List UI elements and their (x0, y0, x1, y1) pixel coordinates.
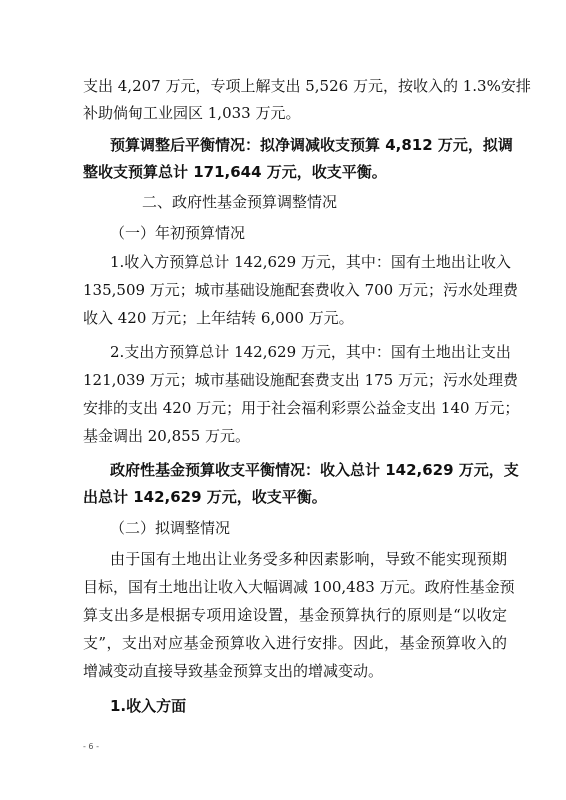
paragraph-line: 算支出多是根据专项用途设置，基金预算执行的原则是“以收定 (83, 606, 507, 624)
paragraph-line: 121,039 万元；城市基础设施配套费支出 175 万元；污水处理费 (83, 371, 518, 389)
paragraph-line: 支”，支出对应基金预算收入进行安排。因此，基金预算收入的 (83, 634, 507, 652)
bold-paragraph-line: 整收支预算总计 171,644 万元，收支平衡。 (83, 163, 387, 181)
page-number: - 6 - (83, 742, 99, 751)
subsection-heading: （二）拟调整情况 (110, 519, 231, 537)
paragraph-line: 安排的支出 420 万元；用于社会福利彩票公益金支出 140 万元； (83, 399, 520, 417)
paragraph-line: 基金调出 20,855 万元。 (83, 427, 251, 445)
paragraph-line: 支出 4,207 万元，专项上解支出 5,526 万元，按收入的 1.3%安排 (83, 77, 531, 95)
bold-paragraph-line: 政府性基金预算收支平衡情况：收入总计 142,629 万元，支 (110, 461, 519, 479)
bold-paragraph-line: 出总计 142,629 万元，收支平衡。 (83, 488, 327, 506)
paragraph-line: 收入 420 万元；上年结转 6,000 万元。 (83, 309, 354, 327)
paragraph-line: 1.收入方预算总计 142,629 万元，其中：国有土地出让收入 (110, 253, 511, 271)
list-heading: 1.收入方面 (110, 697, 187, 715)
section-heading: 二、政府性基金预算调整情况 (142, 193, 338, 211)
subsection-heading: （一）年初预算情况 (110, 224, 246, 242)
paragraph-line: 补助倘甸工业园区 1,033 万元。 (83, 104, 301, 122)
paragraph-line: 2.支出方预算总计 142,629 万元，其中：国有土地出让支出 (110, 343, 511, 361)
paragraph-line: 由于国有土地出让业务受多种因素影响，导致不能实现预期 (110, 550, 507, 568)
paragraph-line: 目标，国有土地出让收入大幅调减 100,483 万元。政府性基金预 (83, 578, 515, 596)
paragraph-line: 135,509 万元；城市基础设施配套费收入 700 万元；污水处理费 (83, 281, 518, 299)
bold-paragraph-line: 预算调整后平衡情况：拟净调减收支预算 4,812 万元，拟调 (110, 136, 513, 154)
paragraph-line: 增减变动直接导致基金预算支出的增减变动。 (83, 662, 384, 680)
